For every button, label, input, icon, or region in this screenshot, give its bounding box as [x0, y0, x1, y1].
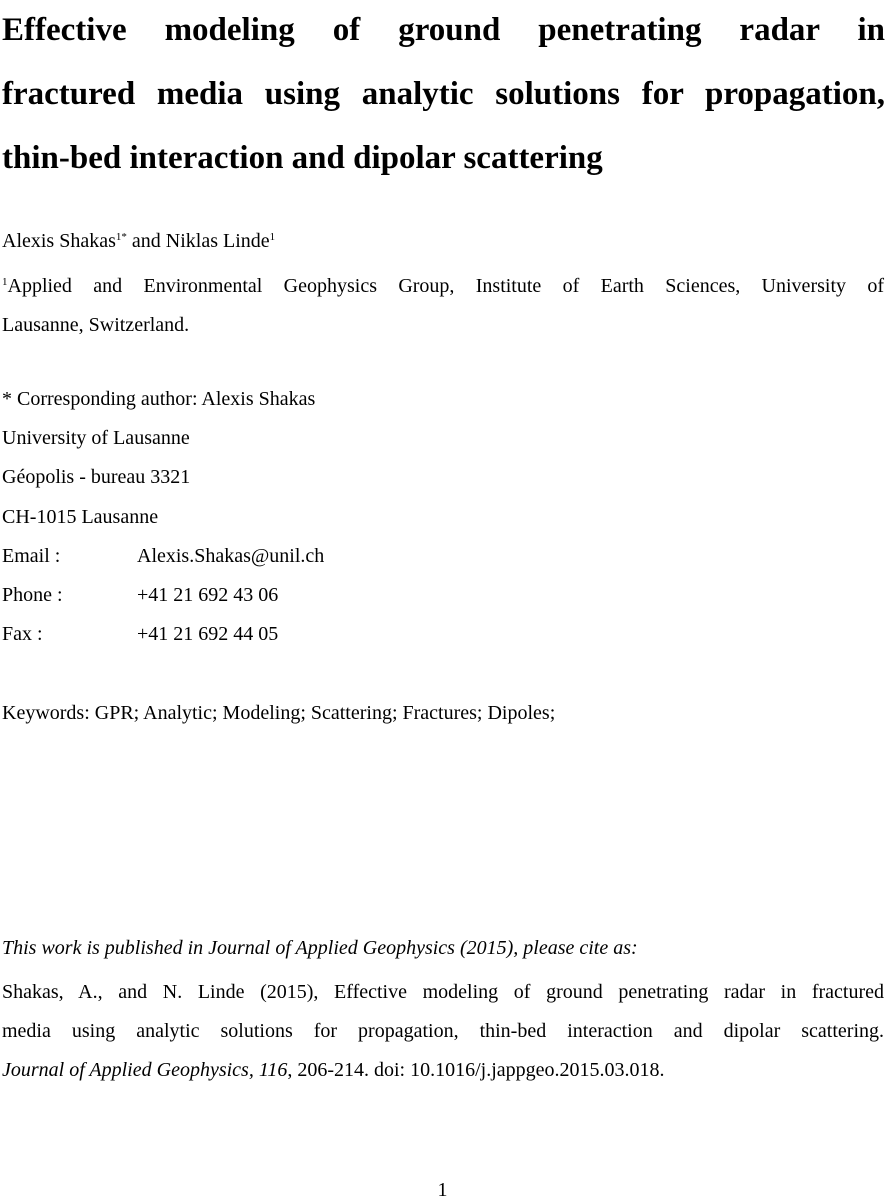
citation-line-3: [2, 1051, 884, 1090]
title-line-2: fractured media using analytic solutions for propagation,: [2, 76, 885, 112]
citation-line-1: Shakas, A., and N. Linde (2015), Effective modeling of ground penetrating radar in fractured: [2, 981, 884, 1003]
phone-label: Phone :: [2, 584, 63, 606]
email-row: [2, 544, 324, 568]
citation: [2, 973, 884, 1090]
office: Géopolis - bureau 3321: [2, 466, 191, 488]
affiliation-line-2: Lausanne, Switzerland.: [2, 314, 190, 336]
citation-line-2: media using analytic solutions for propagation, thin-bed interaction and dipolar scattering.: [2, 1020, 884, 1042]
citation-journal: Journal of Applied Geophysics, 116: [2, 1059, 288, 1081]
fax-value: +41 21 692 44 05: [137, 623, 279, 645]
keywords: Keywords: GPR; Analytic; Modeling; Scattering; Fractures; Dipoles;: [2, 702, 556, 724]
citation-note: This work is published in Journal of Applied Geophysics (2015), please cite as:: [2, 937, 638, 959]
phone-row: [2, 583, 278, 607]
phone-value: +41 21 692 43 06: [137, 584, 279, 606]
university: University of Lausanne: [2, 427, 190, 449]
fax-row: [2, 622, 278, 646]
email-label: Email :: [2, 545, 61, 567]
author-2-mark: 1: [269, 231, 276, 243]
page-number: 1: [437, 1179, 448, 1201]
paper-title: [2, 0, 885, 190]
author-2: Niklas Linde: [165, 230, 270, 252]
author-1-mark: 1*: [115, 231, 127, 243]
title-line-3: thin-bed interaction and dipolar scattering: [2, 140, 603, 176]
corresponding-author: * Corresponding author: Alexis Shakas: [2, 388, 316, 410]
email-value: Alexis.Shakas@unil.ch: [137, 545, 325, 567]
author-conjunction: and: [131, 230, 161, 252]
author-line: [2, 229, 275, 253]
affiliation-mark: 1: [2, 276, 8, 288]
citation-details: , 206-214. doi: 10.1016/j.jappgeo.2015.03.018.: [287, 1059, 665, 1081]
fax-label: Fax :: [2, 623, 43, 645]
affiliation: [2, 267, 884, 345]
title-line-1: Effective modeling of ground penetrating radar in: [2, 12, 885, 48]
city: CH-1015 Lausanne: [2, 506, 159, 528]
author-1: Alexis Shakas: [2, 230, 116, 252]
affiliation-line-1: $^1$Applied and Environmental Geophysics Group, Institute of Earth Sciences, University of: [2, 275, 884, 297]
